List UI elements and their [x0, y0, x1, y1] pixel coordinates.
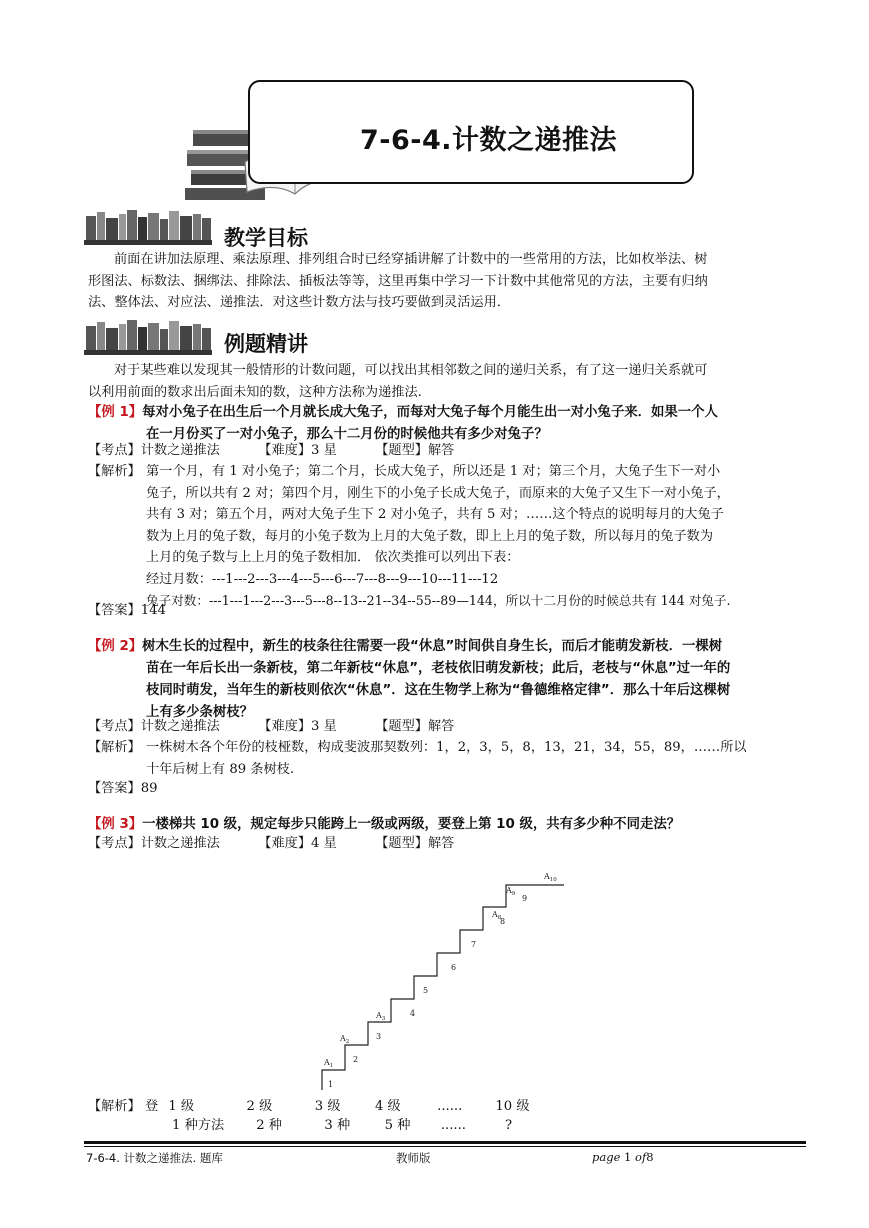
cell: ......: [437, 1099, 463, 1114]
paragraph-line: 前面在讲加法原理、乘法原理、排列组合时已经穿插讲解了计数中的一些常用的方法，比如枚举法、树: [114, 252, 708, 267]
example-2-meta: [88, 716, 808, 738]
example-2-analysis-tag: 【解析】: [88, 740, 141, 755]
example-2-analysis: [146, 737, 810, 780]
meta-value: 计数之递推法: [140, 836, 220, 851]
analysis-line: 兔子，所以共有 2 对；第四个月，刚生下的小兔子长成大兔子，而原来的大兔子又生下一对小兔子，: [146, 485, 730, 501]
cell: 4 级: [374, 1099, 401, 1114]
question-line: 树木生长的过程中，新生的枝条往往需要一段“休息”时间供自身生长，而后才能萌发新枝．一棵树: [142, 639, 723, 654]
analysis-line: 共有 3 对；第五个月，两对大兔子生下 2 对小兔子，共有 5 对；……这个特点的说明每月的大兔子: [146, 507, 724, 522]
footer-left: 7-6-4. 计数之递推法. 题库: [86, 1151, 223, 1165]
question-line: 一楼梯共 10 级，规定每步只能跨上一级或两级，要登上第 10 级，共有多少种不同走法？: [142, 817, 681, 832]
example-2-question: [88, 636, 808, 658]
page-word: page: [592, 1150, 621, 1164]
meta-value: 解答: [427, 719, 455, 734]
goals-paragraph: [88, 249, 810, 314]
cell: 10 级: [495, 1099, 530, 1114]
cell: 1 级: [168, 1099, 195, 1114]
analysis-tag: 【解析】: [88, 1099, 141, 1114]
step-number: 7: [471, 940, 477, 949]
paragraph-line: 形图法、标数法、捆绑法、排除法、插板法等等，这里再集中学习一下计数中其他常见的方法，主要有归纳: [88, 273, 708, 289]
meta-tag: 【题型】: [375, 443, 428, 458]
label-A8: $A_8$: [492, 910, 502, 921]
example-1-meta: [88, 440, 808, 462]
meta-value: 解答: [427, 443, 455, 458]
intro-line: 对于某些难以发现其一般情形的计数问题，可以找出其相邻数之间的递归关系，有了这一递归关系就可: [114, 363, 708, 378]
example-1-analysis-tag: 【解析】: [88, 464, 141, 479]
question-line: 每对小兔子在出生后一个月就长成大兔子，而每对大兔子每个月能生出一对小兔子来．如果一个人: [142, 405, 718, 420]
label-A10: $A_{10}$: [544, 872, 557, 883]
question-line-2: 在一月份买了一对小兔子，那么十二月份的时候他共有多少对兔子？: [146, 427, 548, 442]
section-title-examples: 例题精讲: [224, 332, 308, 356]
step-number: 1: [328, 1080, 334, 1089]
meta-value: 解答: [427, 836, 455, 851]
step-number: 4: [410, 1009, 416, 1018]
example-1-answer: [88, 600, 808, 622]
answer-tag: 【答案】: [88, 603, 141, 618]
cell: 登: [144, 1099, 159, 1114]
meta-tag: 【题型】: [375, 836, 428, 851]
footer-rule: [84, 1141, 806, 1144]
label-A9: $A_9$: [506, 886, 516, 897]
meta-tag: 【难度】: [258, 719, 312, 734]
analysis-line: 数为上月的兔子数，每月的小兔子数为上月的大兔子数，即上上月的兔子数，所以每月的兔子数为: [146, 528, 714, 544]
example-tag: 【例 3】: [88, 817, 143, 832]
step-number: 9: [522, 894, 528, 903]
example-2-answer: [88, 778, 808, 800]
answer-tag: 【答案】: [88, 781, 141, 796]
footer-page: [592, 1150, 654, 1164]
page-total: 8: [646, 1150, 654, 1164]
footer-center: 教师版: [396, 1151, 431, 1165]
cell: 3 级: [314, 1099, 341, 1114]
example-1-question: [88, 402, 808, 424]
meta-tag: 【考点】: [88, 443, 141, 458]
examples-intro: [88, 360, 810, 403]
label-A1: $A_1$: [324, 1058, 334, 1069]
step-number: 5: [423, 986, 429, 995]
example-tag: 【例 2】: [88, 639, 143, 654]
question-line-2: 苗在一年后长出一条新枝，第二年新枝“休息”，老枝依旧萌发新枝；此后，老枝与“休息”过一年的: [146, 661, 731, 676]
question-line-4: 上有多少条树枝？: [146, 705, 254, 720]
footer-rule-thin: [84, 1146, 806, 1147]
of-word: of: [635, 1150, 647, 1164]
meta-value: 3 星: [311, 719, 337, 734]
meta-tag: 【题型】: [375, 719, 428, 734]
example-tag: 【例 1】: [88, 405, 143, 420]
meta-value: 3 星: [311, 443, 337, 458]
page-title: 7-6-4.计数之递推法: [360, 125, 618, 156]
cell: 5 种: [384, 1118, 411, 1133]
meta-tag: 【难度】: [258, 443, 312, 458]
label-A3: $A_3$: [376, 1011, 386, 1022]
step-number: 8: [500, 917, 506, 926]
meta-tag: 【考点】: [88, 719, 141, 734]
question-line-3: 枝同时萌发，当年生的新枝则依次“休息”．这在生物学上称为“鲁德维格定律”．那么十年后这棵树: [146, 683, 731, 698]
analysis-line: 第一个月，有 1 对小兔子；第二个月，长成大兔子，所以还是 1 对；第三个月，大兔子生下一对小: [146, 464, 721, 479]
cell: 1 种方法: [172, 1118, 225, 1133]
answer-value: 89: [140, 781, 158, 796]
meta-value: 4 星: [311, 836, 337, 851]
answer-value: 144: [140, 603, 166, 618]
section-title-goals: 教学目标: [224, 226, 308, 250]
step-number: 3: [376, 1032, 382, 1041]
analysis-line: 上月的兔子数与上上月的兔子数相加． 依次类推可以列出下表：: [146, 550, 520, 565]
cell: ?: [505, 1118, 513, 1133]
cell: ......: [440, 1118, 466, 1133]
cell: 2 种: [256, 1118, 282, 1133]
analysis-line: 经过月数：---1---2---3---4---5---6---7---8---9---10---11---12: [146, 571, 499, 587]
label-A2: $A_2$: [340, 1034, 350, 1045]
meta-value: 计数之递推法: [140, 719, 220, 734]
example-1-analysis: [146, 461, 810, 612]
example-3-meta: [88, 833, 808, 855]
analysis-line: 一株树木各个年份的枝桠数，构成斐波那契数列：1，2，3，5，8，13，21，34，55，89，……所以: [146, 740, 747, 755]
page-number: 1: [624, 1150, 632, 1164]
meta-tag: 【难度】: [258, 836, 312, 851]
paragraph-line: 法、整体法、对应法、递推法．对这些计数方法与技巧要做到灵活运用．: [88, 295, 510, 310]
staircase-outline: [322, 885, 564, 1090]
cell: 2 级: [246, 1099, 273, 1114]
step-number: 6: [451, 963, 457, 972]
analysis-line: 兔子对数：---1---1---2---3---5---8--13--21--34--55--89—144，所以十二月份的时候总共有 144 对兔子.: [146, 593, 731, 608]
bookshelf-icon: [84, 318, 212, 356]
intro-line: 以利用前面的数求出后面未知的数，这种方法称为递推法.: [88, 384, 422, 400]
example-3-analysis-row2: [172, 1115, 512, 1137]
staircase-diagram: [310, 865, 580, 1097]
meta-tag: 【考点】: [88, 836, 141, 851]
bookshelf-icon: [84, 208, 212, 246]
analysis-line: 十年后树上有 89 条树枝.: [146, 761, 295, 777]
meta-value: 计数之递推法: [140, 443, 220, 458]
cell: 3 种: [324, 1118, 351, 1133]
step-number: 2: [353, 1055, 359, 1064]
